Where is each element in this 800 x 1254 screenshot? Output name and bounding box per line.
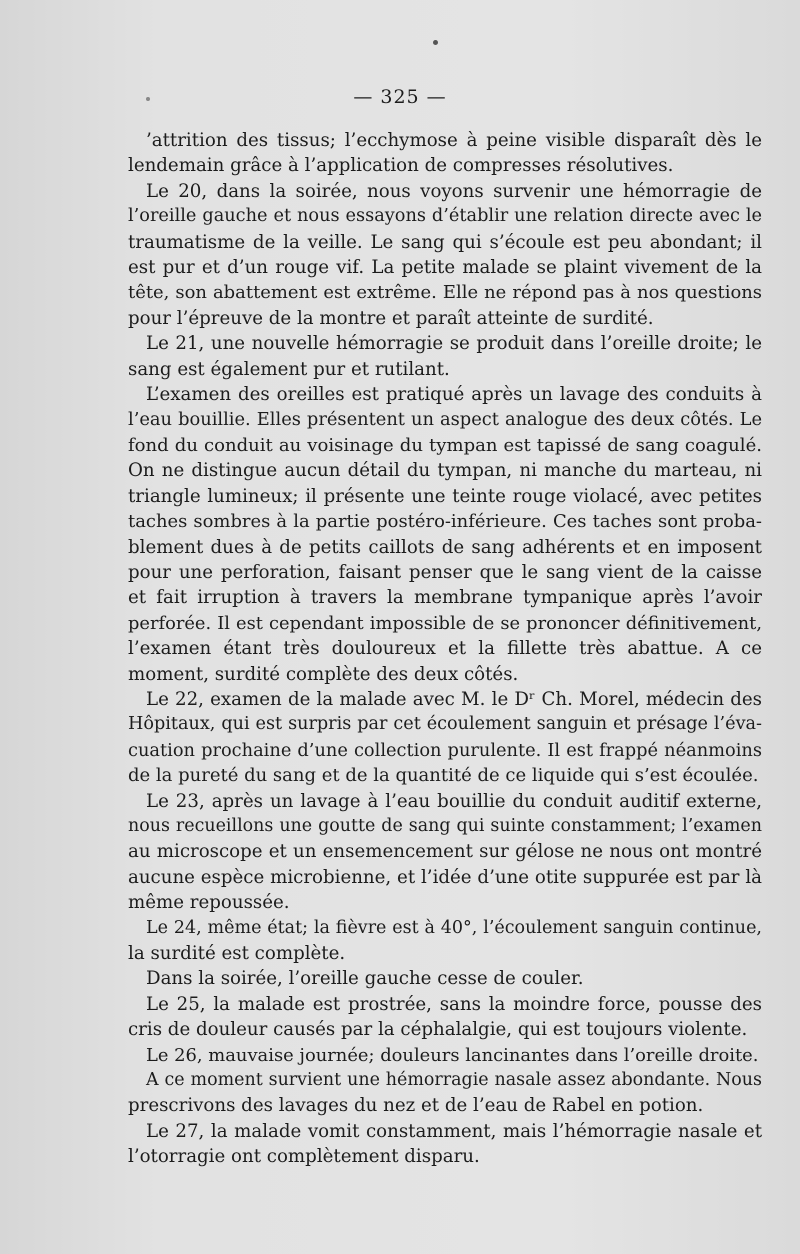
text-line: Le 22, examen de la malade avec M. le Dʳ Ch. Morel, médecin des — [146, 688, 762, 710]
body-text — [128, 128, 762, 1170]
text-line: de la pureté du sang et de la quantité de ce liquide qui s’est écoulée. — [128, 765, 759, 787]
text-line: même repoussée. — [128, 892, 290, 914]
text-line: nous recueillons une goutte de sang qui suinte constamment; l’examen — [128, 815, 762, 836]
text-line: Le 27, la malade vomit constamment, mais l’hémorragie nasale et — [146, 1120, 762, 1142]
text-line: cuation prochaine d’une collection purulente. Il est frappé néanmoins — [128, 739, 762, 761]
text-line: On ne distingue aucun détail du tympan, ni manche du marteau, ni — [128, 460, 762, 482]
page-number: — 325 — — [353, 86, 447, 108]
text-line: prescrivons des lavages du nez et de l’eau de Rabel en potion. — [128, 1095, 704, 1117]
text-line: aucune espèce microbienne, et l’idée d’une otite suppurée est par là — [128, 866, 762, 888]
text-line: est pur et d’un rouge vif. La petite malade se plaint vivement de la — [128, 257, 762, 279]
text-line: Le 26, mauvaise journée; douleurs lancinantes dans l’oreille droite. — [146, 1044, 759, 1066]
text-line: L’examen des oreilles est pratiqué après un lavage des conduits à — [146, 384, 762, 406]
text-line: l’otorragie ont complètement disparu. — [128, 1146, 480, 1168]
text-line: l’oreille gauche et nous essayons d’établir une relation directe avec le — [128, 206, 762, 227]
text-line: Le 25, la malade est prostrée, sans la moindre force, pousse des — [146, 993, 762, 1015]
text-line: l’examen étant très douloureux et la fillette très abattue. A ce — [128, 638, 762, 660]
text-line: pour l’épreuve de la montre et paraît atteinte de surdité. — [128, 307, 654, 329]
text-line: taches sombres à la partie postéro-inférieure. Ces taches sont proba- — [128, 511, 762, 533]
text-line: au microscope et un ensemencement sur gélose ne nous ont montré — [128, 841, 762, 863]
text-line: et fait irruption à travers la membrane tympanique après l’avoir — [128, 587, 762, 609]
text-line: Le 23, après un lavage à l’eau bouillie du conduit auditif externe, — [146, 790, 762, 812]
text-line: lendemain grâce à l’application de compresses résolutives. — [128, 155, 674, 177]
text-line: tête, son abattement est extrême. Elle ne répond pas à nos questions — [128, 282, 762, 304]
text-line: perforée. Il est cependant impossible de se prononcer définitivement, — [128, 612, 762, 634]
text-line: Hôpitaux, qui est surpris par cet écoulement sanguin et présage l’éva- — [128, 714, 762, 735]
text-line: sang est également pur et rutilant. — [128, 358, 450, 380]
text-line: fond du conduit au voisinage du tympan est tapissé de sang coagulé. — [128, 434, 762, 456]
text-line: traumatisme de la veille. Le sang qui s’écoule est peu abondant; il — [128, 231, 762, 253]
text-line: Le 21, une nouvelle hémorragie se produit dans l’oreille droite; le — [146, 333, 762, 355]
text-line: moment, surdité complète des deux côtés. — [128, 663, 519, 685]
text-line: Le 20, dans la soirée, nous voyons survenir une hémorragie de — [146, 180, 762, 202]
ink-speck — [433, 40, 438, 45]
text-line: A ce moment survient une hémorragie nasale assez abondante. Nous — [146, 1070, 762, 1091]
text-line: l’eau bouillie. Elles présentent un aspect analogue des deux côtés. Le — [128, 409, 762, 431]
text-line: pour une perforation, faisant penser que le sang vient de la caisse — [128, 561, 762, 583]
text-line: Le 24, même état; la fièvre est à 40°, l’écoulement sanguin continue, — [146, 917, 762, 938]
text-line: la surdité est complète. — [128, 943, 346, 964]
text-line: Dans la soirée, l’oreille gauche cesse de couler. — [146, 968, 584, 990]
text-line: cris de douleur causés par la céphalalgie, qui est toujours violente. — [128, 1019, 748, 1041]
text-line: ’attrition des tissus; l’ecchymose à peine visible disparaît dès le — [146, 130, 762, 151]
text-line: triangle lumineux; il présente une teinte rouge violacé, avec petites — [128, 485, 762, 507]
text-line: blement dues à de petits caillots de sang adhérents et en imposent — [128, 536, 762, 558]
